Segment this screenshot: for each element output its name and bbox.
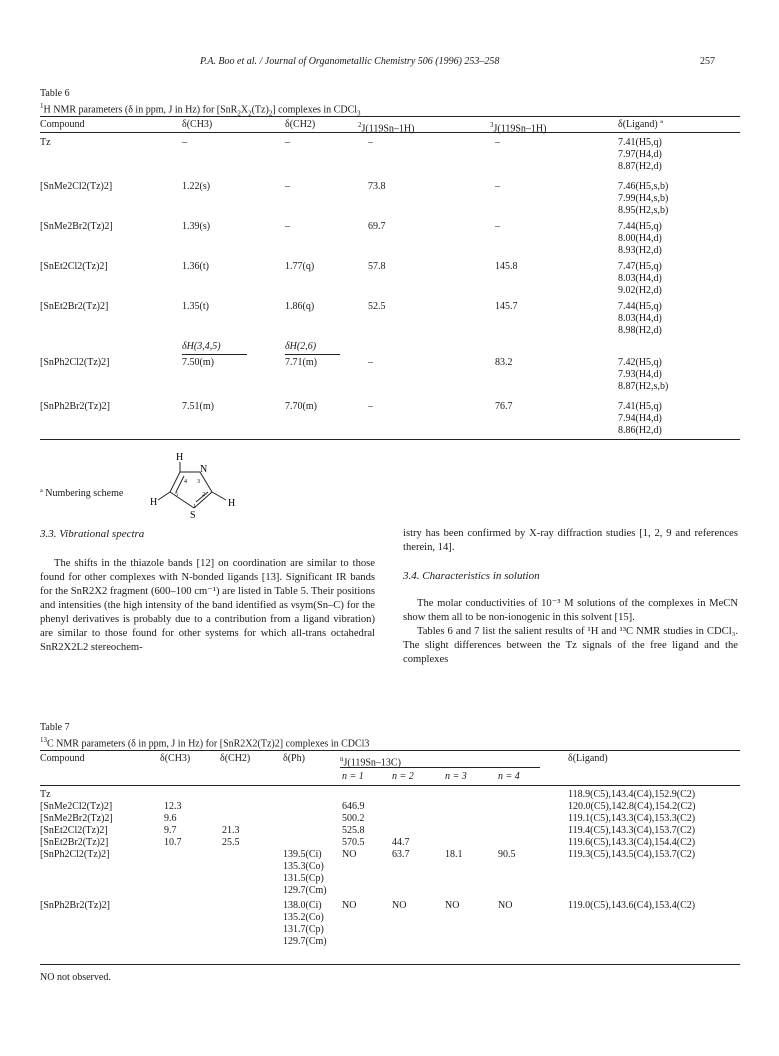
t6-j2: 52.5 (368, 301, 386, 312)
t7-ph-line: 139.5(Ci) (283, 849, 322, 860)
t7-header-n1: n = 1 (342, 771, 364, 782)
table-6 (40, 88, 740, 443)
t6-j3: 76.7 (495, 401, 513, 412)
t7-n3: 18.1 (445, 849, 463, 860)
t7-ph-line: 135.3(Co) (283, 861, 324, 872)
t6-ch3: 1.36(t) (182, 261, 209, 272)
t6-j3: – (495, 181, 500, 192)
t6-j2: – (368, 137, 373, 148)
table-7-caption: $^{13}$C NMR parameters (δ in ppm, J in Hz) for [SnR2X2(Tz)2] complexes in CDCl3 (40, 736, 370, 750)
t7-n3: NO (445, 900, 460, 911)
t7-ligand: 119.4(C5),143.3(C4),153.7(C2) (568, 825, 696, 836)
t6-subheader-ph-b: δH(2,6) (285, 341, 317, 352)
t6-ligand-line: 8.93(H2,d) (618, 245, 662, 256)
t6-ligand-line: 7.99(H4,s,b) (618, 193, 669, 204)
t6-ligand-line: 8.03(H4,d) (618, 313, 662, 324)
table-7-label: Table 7 (40, 722, 70, 733)
t6-subheader-rule-a (182, 354, 247, 355)
t6-ch3: 7.50(m) (182, 357, 214, 368)
paragraph-continuation: istry has been confirmed by X-ray diffraction studies [1, 2, 9 and references therein, 14]. (403, 528, 738, 553)
t7-header-j: $^n$J(119Sn–13C) (340, 755, 401, 769)
t6-j2: – (368, 401, 373, 412)
t7-header-ligand: δ(Ligand) (568, 753, 608, 764)
position-4: 4 (184, 479, 187, 485)
t7-ph-line: 129.7(Cm) (283, 936, 327, 947)
paragraph-conductivity: The molar conductivities of 10⁻³ M solutions of the complexes in MeCN show them all to be non-ionogenic in this solvent [15]. (403, 598, 738, 623)
t7-ch2: 21.3 (222, 825, 240, 836)
t7-compound: [SnPh2Br2(Tz)2] (40, 900, 110, 911)
t7-n1: 525.8 (342, 825, 365, 836)
t6-ligand-line: 8.98(H2,d) (618, 325, 662, 336)
t7-ch3: 10.7 (164, 837, 182, 848)
t6-compound: [SnEt2Br2(Tz)2] (40, 301, 109, 312)
t7-n1: NO (342, 849, 357, 860)
t7-n1: 646.9 (342, 801, 365, 812)
t6-j3: 145.7 (495, 301, 518, 312)
thiazole-ring-diagram (150, 450, 270, 520)
right-column (403, 527, 738, 667)
t7-n2: NO (392, 900, 407, 911)
t7-ph-line: 138.0(Ci) (283, 900, 322, 911)
t7-compound: Tz (40, 789, 51, 800)
t6-ch2: 7.71(m) (285, 357, 317, 368)
t6-compound: [SnEt2Cl2(Tz)2] (40, 261, 108, 272)
t7-ph-line: 131.7(Cp) (283, 924, 324, 935)
t7-header-n4: n = 4 (498, 771, 520, 782)
t7-compound: [SnEt2Cl2(Tz)2] (40, 825, 108, 836)
t6-ligand-line: 8.03(H4,d) (618, 273, 662, 284)
t6-ch3: – (182, 137, 187, 148)
t6-j3: 145.8 (495, 261, 518, 272)
table-7-header-rule (40, 785, 740, 786)
t7-compound: [SnPh2Cl2(Tz)2] (40, 849, 110, 860)
t6-subheader-ph-a: δH(3,4,5) (182, 341, 221, 352)
table-6-label: Table 6 (40, 88, 70, 99)
numbering-scheme (40, 450, 300, 520)
t6-j3: – (495, 137, 500, 148)
t6-ch3: 7.51(m) (182, 401, 214, 412)
position-5: 5 (175, 492, 178, 498)
paragraph-nmr: Tables 6 and 7 list the salient results of ¹H and ¹³C NMR studies in CDCl₃. The slight differences between the Tz signals of the free ligand and the complexes (403, 626, 738, 665)
t6-ligand-line: 7.44(H5,q) (618, 221, 662, 232)
t7-n1: 500.2 (342, 813, 365, 824)
t6-ligand-line: 7.93(H4,d) (618, 369, 662, 380)
t7-compound: [SnEt2Br2(Tz)2] (40, 837, 109, 848)
t6-header-ch3: δ(CH3) (182, 119, 213, 130)
t6-ligand-line: 7.41(H5,q) (618, 401, 662, 412)
t6-j2: – (368, 357, 373, 368)
t7-compound: [SnMe2Cl2(Tz)2] (40, 801, 113, 812)
t7-n4: 90.5 (498, 849, 516, 860)
atom-h-right: H (228, 498, 236, 509)
t7-n4: NO (498, 900, 513, 911)
t7-header-compound: Compound (40, 753, 85, 764)
t6-compound: [SnMe2Cl2(Tz)2] (40, 181, 113, 192)
t7-ch3: 9.6 (164, 813, 177, 824)
page-number: 257 (700, 56, 715, 67)
t7-ph-line: 131.5(Cp) (283, 873, 324, 884)
t6-compound: [SnMe2Br2(Tz)2] (40, 221, 113, 232)
atom-h-top: H (176, 452, 184, 463)
t6-j3: 83.2 (495, 357, 513, 368)
t6-ch2: – (285, 181, 290, 192)
t6-ligand-line: 7.47(H5,q) (618, 261, 662, 272)
t6-ligand-line: 7.41(H5,q) (618, 137, 662, 148)
t7-ligand: 118.9(C5),143.4(C4),152.9(C2) (568, 789, 696, 800)
t6-ligand-line: 8.00(H4,d) (618, 233, 662, 244)
t6-ligand-line: 7.42(H5,q) (618, 357, 662, 368)
t6-compound: [SnPh2Br2(Tz)2] (40, 401, 110, 412)
t6-ligand-line: 8.87(H2,d) (618, 161, 662, 172)
t7-header-ph: δ(Ph) (283, 753, 305, 764)
t6-ligand-line: 9.02(H2,d) (618, 285, 662, 296)
t6-header-j2: $^2$J(119Sn–1H) (358, 121, 415, 135)
table-6-caption: $^1$H NMR parameters (δ in ppm, J in Hz) for $[SnR_2X_2(Tz)_2]$ complexes in CDCl$_3$ (40, 102, 361, 118)
position-2: 2 (202, 492, 205, 498)
table-6-header-rule (40, 132, 740, 133)
t7-compound: [SnMe2Br2(Tz)2] (40, 813, 113, 824)
t7-ch3: 9.7 (164, 825, 177, 836)
table-6-top-rule (40, 116, 740, 117)
t7-ligand: 119.6(C5),143.3(C4),154.4(C2) (568, 837, 696, 848)
t6-ligand-line: 7.44(H5,q) (618, 301, 662, 312)
t6-ch2: 1.86(q) (285, 301, 315, 312)
t6-subheader-rule-b (285, 354, 340, 355)
t6-header-ch2: δ(CH2) (285, 119, 316, 130)
atom-s: S (190, 510, 196, 520)
t7-n2: 44.7 (392, 837, 410, 848)
t7-n2: 63.7 (392, 849, 410, 860)
t7-ligand: 119.3(C5),143.5(C4),153.7(C2) (568, 849, 696, 860)
running-head-text: P.A. Boo et al. / Journal of Organometallic Chemistry 506 (1996) 253–258 (200, 56, 500, 67)
t6-compound: [SnPh2Cl2(Tz)2] (40, 357, 110, 368)
numbering-scheme-footnote: ª Numbering scheme (40, 488, 124, 499)
t6-ch3: 1.22(s) (182, 181, 211, 192)
section-heading-vibrational: 3.3. Vibrational spectra (40, 528, 145, 540)
position-3: 3 (197, 479, 200, 485)
t6-ch2: 1.77(q) (285, 261, 315, 272)
t6-j2: 73.8 (368, 181, 386, 192)
t7-n1: 570.5 (342, 837, 365, 848)
t6-ch2: – (285, 137, 290, 148)
table-6-bottom-rule (40, 439, 740, 440)
t7-ph-line: 129.7(Cm) (283, 885, 327, 896)
t7-ch2: 25.5 (222, 837, 240, 848)
t6-ch2: 7.70(m) (285, 401, 317, 412)
t6-header-j3: $^3$J(119Sn–1H) (490, 121, 547, 135)
t6-header-ligand: δ(Ligand) ª (618, 119, 663, 130)
t6-ch2: – (285, 221, 290, 232)
t7-ligand: 119.1(C5),143.3(C4),153.3(C2) (568, 813, 696, 824)
t6-header-compound: Compound (40, 119, 85, 130)
t6-ligand-line: 8.95(H2,s,b) (618, 205, 669, 216)
t7-header-n2: n = 2 (392, 771, 414, 782)
table-7-top-rule (40, 750, 740, 751)
t7-ligand: 120.0(C5),142.8(C4),154.2(C2) (568, 801, 696, 812)
t7-header-ch2: δ(CH2) (220, 753, 251, 764)
t6-ligand-line: 8.86(H2,d) (618, 425, 662, 436)
t6-j3: – (495, 221, 500, 232)
left-column (40, 527, 375, 655)
table-7 (40, 722, 740, 1002)
t6-ch3: 1.39(s) (182, 221, 211, 232)
section-heading-solution: 3.4. Characteristics in solution (403, 570, 540, 582)
table-7-footnote: NO not observed. (40, 972, 111, 983)
t6-j2: 57.8 (368, 261, 386, 272)
t6-ligand-line: 8.87(H2,s,b) (618, 381, 669, 392)
t6-ch3: 1.35(t) (182, 301, 209, 312)
t7-ch3: 12.3 (164, 801, 182, 812)
t6-ligand-line: 7.46(H5,s,b) (618, 181, 669, 192)
t7-header-n3: n = 3 (445, 771, 467, 782)
t7-ph-line: 135.2(Co) (283, 912, 324, 923)
table-7-bottom-rule (40, 964, 740, 965)
atom-h-left: H (150, 497, 158, 508)
t7-header-ch3: δ(CH3) (160, 753, 191, 764)
position-1: 1 (193, 504, 196, 510)
atom-n: N (200, 464, 208, 475)
t7-j-rule (340, 767, 540, 768)
t6-compound: Tz (40, 137, 51, 148)
t6-ligand-line: 7.94(H4,d) (618, 413, 662, 424)
t6-ligand-line: 7.97(H4,d) (618, 149, 662, 160)
t7-ligand: 119.0(C5),143.6(C4),153.4(C2) (568, 900, 696, 911)
t7-n1: NO (342, 900, 357, 911)
paragraph-vibrational: The shifts in the thiazole bands [12] on coordination are similar to those found for other complexes with N-bonded ligands [13]. Significant IR bands for the SnR2X2 fragment (600–100 cm⁻¹) are listed in Table 5. Their positions and intensities (the high intensity of the band identified as νsym(Sn–C) for the phenyl derivatives is probably due to a contribution from a ligand vibration) are similar to those found for other systems for which all-trans octahedral SnR2X2L2 stereochem- (40, 558, 375, 653)
t6-j2: 69.7 (368, 221, 386, 232)
